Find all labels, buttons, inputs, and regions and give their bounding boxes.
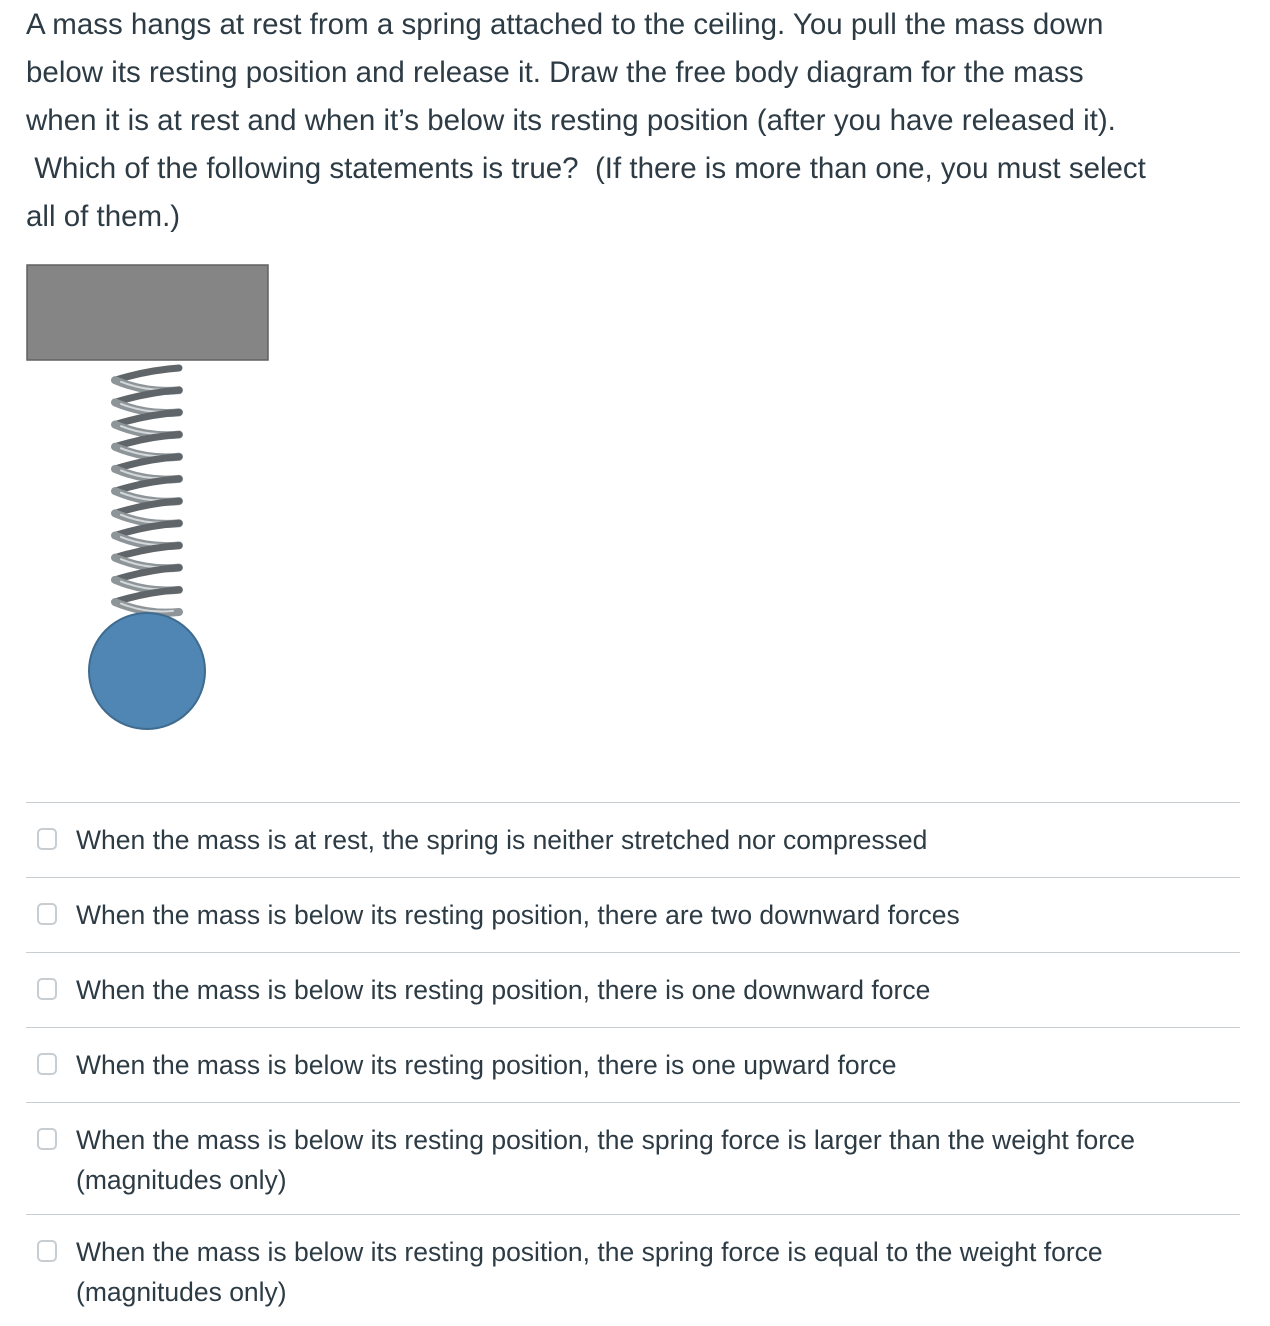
answer-checkbox[interactable] [37, 1240, 57, 1262]
question-line: all of them.) [26, 200, 181, 233]
answer-option[interactable] [26, 1027, 1240, 1102]
spring-coil-back-strand [115, 545, 179, 557]
question-line: Which of the following statements is true? (If there is more than one, you must select [26, 152, 1146, 185]
spring-coil-back-strand [115, 390, 179, 402]
answer-list [26, 802, 1240, 1326]
question-line: when it is at rest and when it’s below its resting position (after you have released it). [26, 104, 1116, 137]
answer-option[interactable] [26, 877, 1240, 952]
answer-option[interactable] [26, 1102, 1240, 1214]
answer-label-continued: (magnitudes only) [76, 1277, 287, 1307]
spring-coil-back-strand [115, 435, 179, 447]
spring-coil-back-strand [115, 501, 179, 513]
answer-checkbox[interactable] [37, 1053, 57, 1075]
spring-mass-figure [0, 0, 300, 760]
answer-option[interactable] [26, 1214, 1240, 1326]
answer-label: When the mass is below its resting position, the spring force is equal to the weight force [76, 1237, 1103, 1267]
answer-option[interactable] [26, 952, 1240, 1027]
answer-label-continued: (magnitudes only) [76, 1165, 287, 1195]
spring-coil-back-strand [115, 523, 179, 535]
answer-checkbox[interactable] [37, 978, 57, 1000]
spring-coil-back-strand [115, 568, 179, 580]
answer-checkbox[interactable] [37, 828, 57, 850]
answer-label: When the mass is below its resting position, there is one upward force [76, 1050, 897, 1080]
answer-label: When the mass is at rest, the spring is neither stretched nor compressed [76, 825, 928, 855]
answer-option[interactable] [26, 802, 1240, 877]
spring-coil [115, 368, 179, 613]
answer-checkbox[interactable] [37, 1128, 57, 1150]
spring-coil-back-strand [115, 412, 179, 424]
ceiling-block [27, 265, 268, 360]
spring-coil-back-strand [115, 479, 179, 491]
answer-label: When the mass is below its resting position, there are two downward forces [76, 900, 960, 930]
answer-label: When the mass is below its resting position, the spring force is larger than the weight force [76, 1125, 1136, 1155]
spring-coil-back-strand [115, 457, 179, 469]
hanging-mass [89, 613, 205, 729]
spring-coil-back-strand [115, 368, 179, 380]
question-line: below its resting position and release it. Draw the free body diagram for the mass [26, 56, 1084, 89]
question-line: A mass hangs at rest from a spring attached to the ceiling. You pull the mass down [26, 8, 1104, 41]
answer-label: When the mass is below its resting position, there is one downward force [76, 975, 931, 1005]
answer-checkbox[interactable] [37, 903, 57, 925]
spring-coil-back-strand [115, 590, 179, 602]
